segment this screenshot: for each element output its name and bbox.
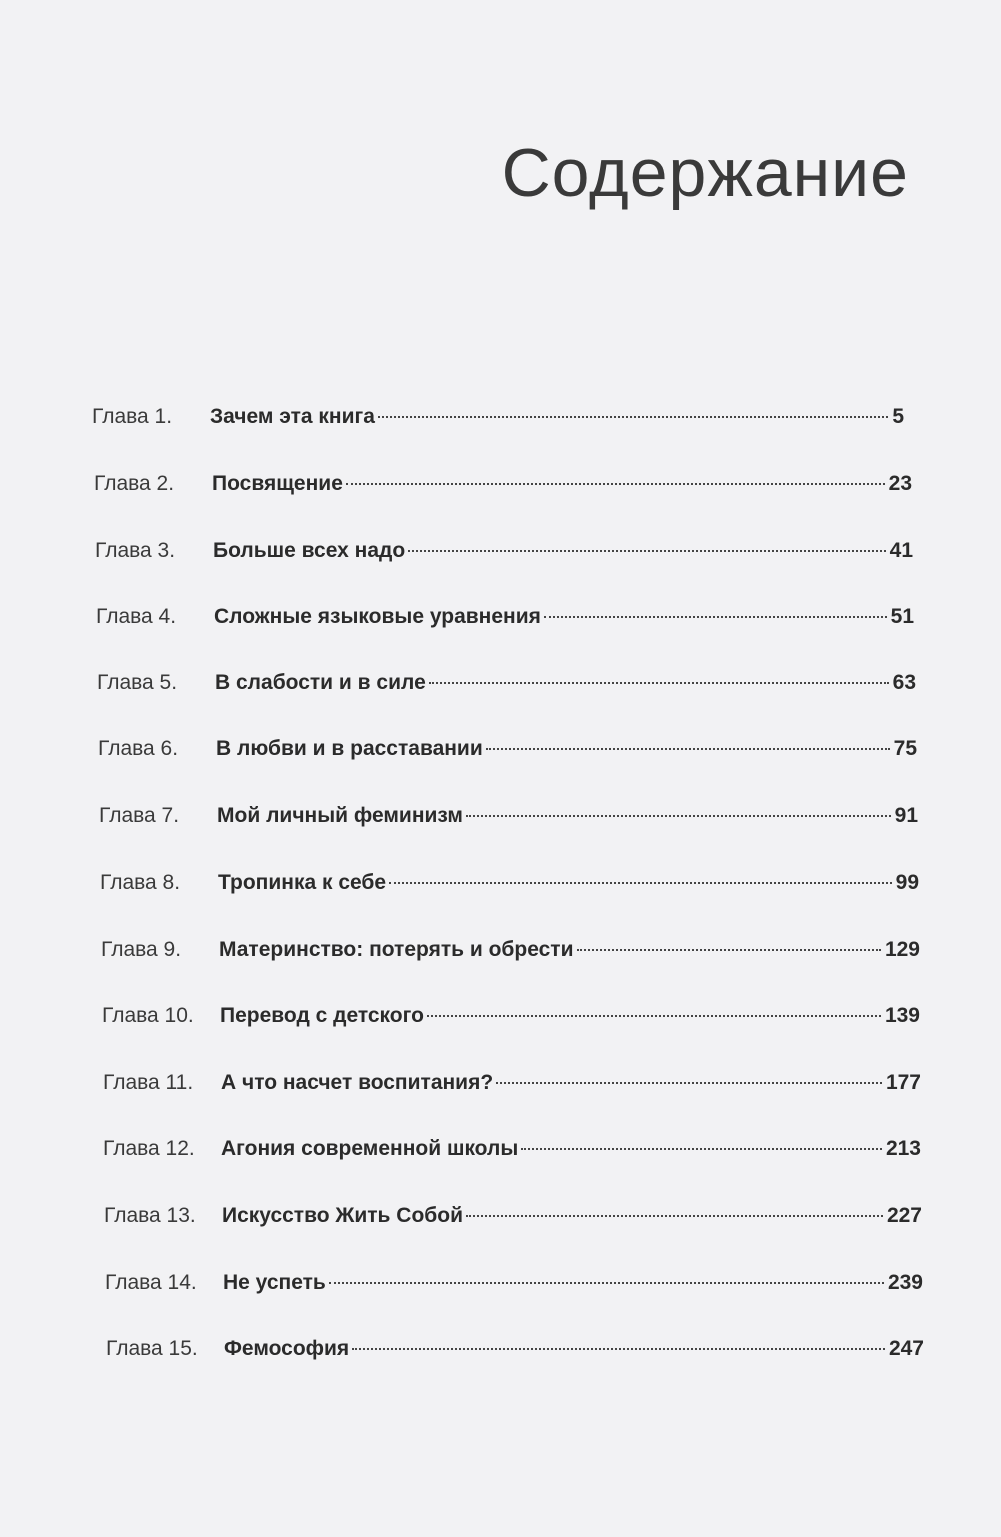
chapter-title: Не успеть: [223, 1271, 326, 1294]
page-title: Содержание: [501, 134, 909, 211]
toc-entry-10[interactable]: [102, 1004, 920, 1044]
chapter-title: Искусство Жить Собой: [222, 1204, 463, 1227]
page-number: 91: [894, 804, 918, 827]
toc-entry-14[interactable]: [105, 1271, 923, 1311]
chapter-label: Глава 9.: [101, 938, 182, 961]
dot-leader: [378, 416, 888, 418]
chapter-label: Глава 2.: [94, 472, 175, 495]
page-number: 51: [890, 605, 914, 628]
chapter-title: Посвящение: [212, 472, 343, 495]
toc-entry-2[interactable]: [94, 472, 912, 512]
chapter-title: Материнство: потерять и обрести: [219, 938, 574, 961]
dot-leader: [389, 882, 892, 884]
chapter-title: А что насчет воспитания?: [221, 1071, 494, 1094]
chapter-label: Глава 1.: [92, 405, 173, 428]
toc-entry-15[interactable]: [106, 1337, 924, 1377]
toc-entry-12[interactable]: [103, 1137, 921, 1177]
page-number: 63: [892, 671, 916, 694]
dot-leader: [329, 1282, 884, 1284]
chapter-label: Глава 7.: [99, 804, 180, 827]
chapter-label: Глава 14.: [105, 1271, 197, 1294]
chapter-label: Глава 12.: [103, 1137, 195, 1160]
page-number: 5: [892, 405, 904, 428]
chapter-title: В слабости и в силе: [215, 671, 426, 694]
toc-entry-13[interactable]: [104, 1204, 922, 1244]
dot-leader: [486, 748, 890, 750]
dot-leader: [466, 815, 891, 817]
dot-leader: [521, 1148, 882, 1150]
page-number: 23: [888, 472, 912, 495]
page-number: 99: [895, 871, 919, 894]
toc-entry-8[interactable]: [100, 871, 919, 911]
chapter-label: Глава 11.: [103, 1071, 194, 1094]
page-number: 139: [884, 1004, 920, 1027]
page-number: 239: [887, 1271, 923, 1294]
chapter-title: В любви и в расставании: [216, 737, 483, 760]
dot-leader: [408, 550, 885, 552]
dot-leader: [352, 1348, 885, 1350]
chapter-label: Глава 6.: [98, 737, 179, 760]
toc-entry-7[interactable]: [99, 804, 918, 844]
chapter-label: Глава 10.: [102, 1004, 194, 1027]
chapter-label: Глава 8.: [100, 871, 181, 894]
page-number: 213: [885, 1137, 921, 1160]
dot-leader: [544, 616, 887, 618]
dot-leader: [429, 682, 889, 684]
chapter-title: Сложные языковые уравнения: [214, 605, 541, 628]
toc-entry-11[interactable]: [103, 1071, 921, 1111]
chapter-label: Глава 4.: [96, 605, 177, 628]
chapter-title: Мой личный феминизм: [217, 804, 463, 827]
chapter-title: Фемософия: [224, 1337, 350, 1360]
dot-leader: [346, 483, 885, 485]
dot-leader: [427, 1015, 881, 1017]
page-number: 177: [885, 1071, 921, 1094]
page-number: 129: [884, 938, 920, 961]
toc-entry-4[interactable]: [96, 605, 914, 645]
toc-entry-6[interactable]: [98, 737, 917, 777]
page-number: 41: [889, 539, 913, 562]
chapter-title: Тропинка к себе: [218, 871, 387, 894]
chapter-title: Больше всех надо: [213, 539, 406, 562]
page-number: 75: [893, 737, 917, 760]
chapter-label: Глава 13.: [104, 1204, 196, 1227]
chapter-label: Глава 15.: [106, 1337, 198, 1360]
toc-entry-9[interactable]: [101, 938, 920, 978]
chapter-label: Глава 3.: [95, 539, 176, 562]
toc-entry-5[interactable]: [97, 671, 916, 711]
toc-entry-3[interactable]: [95, 539, 913, 579]
chapter-title: Агония современной школы: [221, 1137, 519, 1160]
chapter-title: Зачем эта книга: [210, 405, 375, 428]
dot-leader: [496, 1082, 882, 1084]
chapter-title: Перевод с детского: [220, 1004, 424, 1027]
toc-entry-1[interactable]: [92, 405, 904, 445]
page-number: 247: [888, 1337, 924, 1360]
chapter-label: Глава 5.: [97, 671, 178, 694]
page-number: 227: [886, 1204, 922, 1227]
dot-leader: [466, 1215, 883, 1217]
dot-leader: [577, 949, 881, 951]
